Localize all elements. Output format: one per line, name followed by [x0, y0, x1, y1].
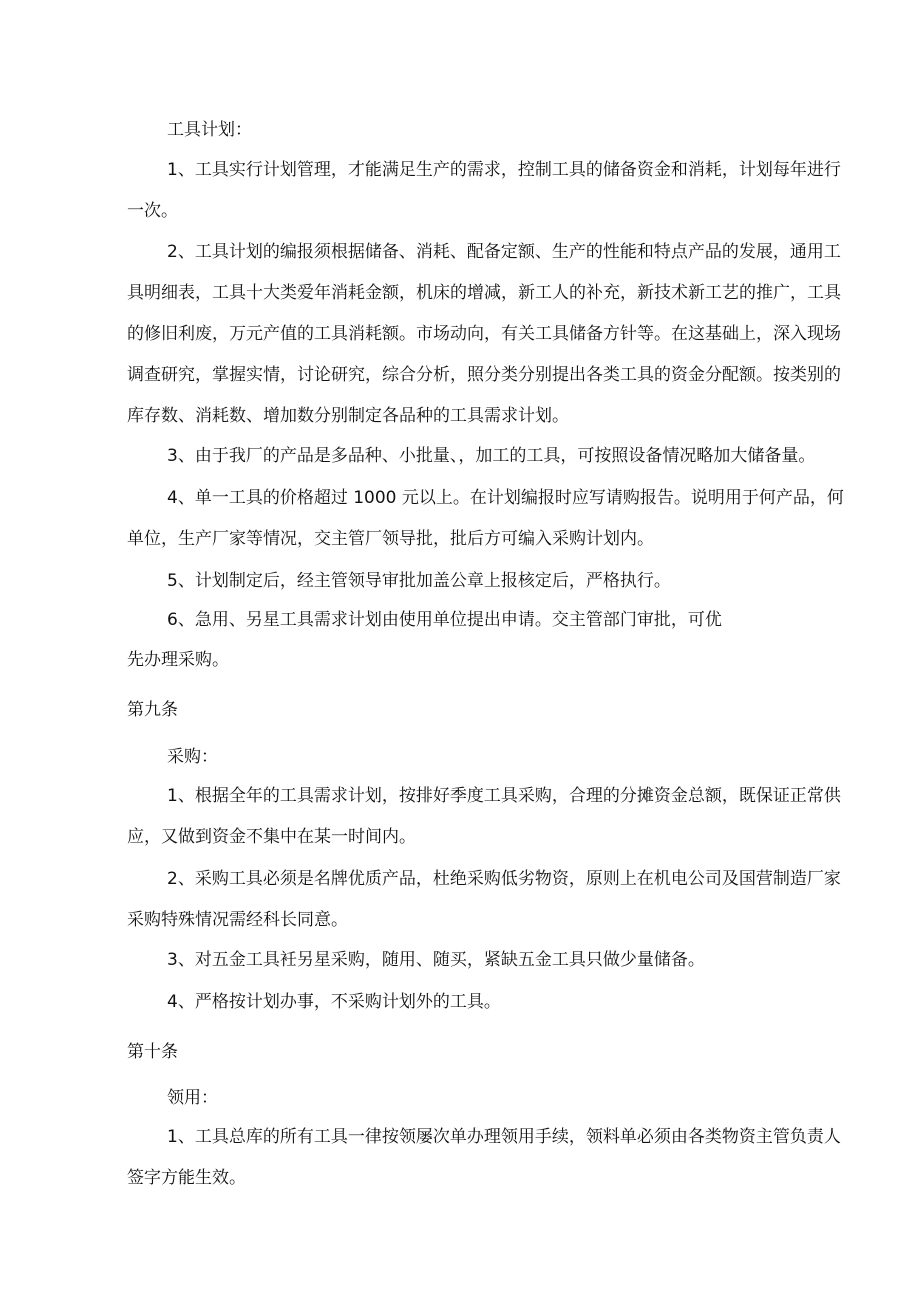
article-ten-item-1: 1、工具总库的所有工具一律按领屡次单办理领用手续，领料单必须由各类物资主管负责人签字方能生效。: [127, 1127, 841, 1188]
tools-plan-item-5: 5、计划制定后，经主管领导审批加盖公章上报核定后，严格执行。: [167, 571, 671, 591]
article-nine-item-3: 3、对五金工具衽另星采购，随用、随买，紧缺五金工具只做少量储备。: [167, 950, 705, 970]
tools-plan-item-4: 4、单一工具的价格超过 1000 元以上。在计划编报时应写请购报告。说明用于何产品，何单位，生产厂家等情况，交主管厂领导批，批后方可编入采购计划内。: [127, 488, 844, 549]
tools-plan-item-1: 1、工具实行计划管理，才能满足生产的需求，控制工具的储备资金和消耗，计划每年进行一次。: [127, 160, 841, 221]
tools-plan-item-6-continued: 先办理采购。: [127, 650, 229, 670]
tools-plan-item-6: 6、急用、另星工具需求计划由使用单位提出申请。交主管部门审批，可优: [167, 610, 722, 630]
tools-plan-item-3: 3、由于我厂的产品是多品种、小批量、，加工的工具，可按照设备情况略加大储备量。: [167, 446, 816, 466]
article-ten-heading: 第十条: [127, 1042, 178, 1062]
tools-plan-item-2: 2、工具计划的编报须根据储备、消耗、配备定额、生产的性能和特点产品的发展，通用工具明细表，工具十大类爱年消耗金额，机床的增减，新工人的补充，新技术新工艺的推广，工具的修旧利废，万元产值的工具消耗额。市场动向，有关工具储备方针等。在这基础上，深入现场调查研究，掌握实情，讨论研究，综合分析，照分类分别提出各类工具的资金分配额。按类别的库存数、消耗数、增加数分别制定各品种的工具需求计划。: [127, 242, 841, 426]
article-nine-heading: 第九条: [127, 700, 178, 720]
tools-plan-title: 工具计划：: [167, 120, 252, 140]
article-nine-title: 采购：: [167, 747, 218, 767]
article-ten-title: 领用：: [167, 1088, 218, 1108]
article-nine-item-2: 2、采购工具必须是名牌优质产品，杜绝采购低劣物资，原则上在机电公司及国营制造厂家采购特殊情况需经科长同意。: [127, 869, 841, 930]
article-nine-item-4: 4、严格按计划办事，不采购计划外的工具。: [167, 992, 501, 1012]
article-nine-item-1: 1、根据全年的工具需求计划，按排好季度工具采购，合理的分摊资金总额，既保证正常供应，又做到资金不集中在某一时间内。: [127, 786, 841, 847]
